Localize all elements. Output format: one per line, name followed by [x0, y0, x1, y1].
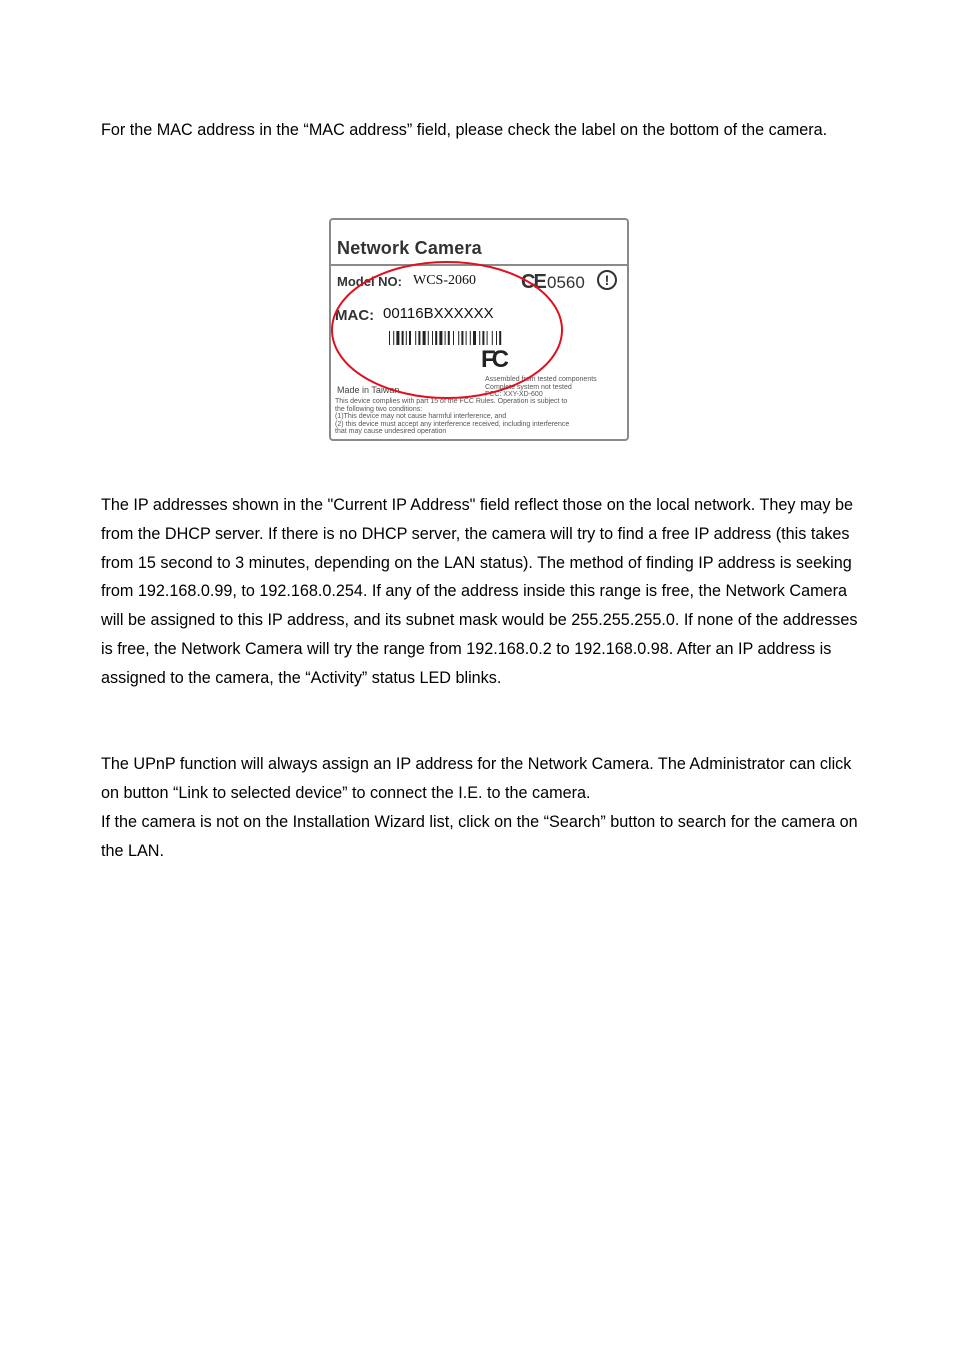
mac-label: MAC: — [335, 307, 375, 324]
model-label: Model NO: — [337, 274, 402, 289]
ce-mark-icon: CE — [521, 271, 545, 293]
label-divider — [331, 264, 627, 266]
fcc-mark-icon: FC — [481, 346, 505, 373]
assembled-notice — [485, 376, 597, 399]
assembled-line: Complete system not tested — [485, 383, 572, 391]
search-info-paragraph: If the camera is not on the Installation Wizard list, click on the “Search” button to search for the camera on the LAN. — [101, 813, 858, 860]
mac-value: 00116BXXXXXX — [383, 305, 494, 322]
label-title: Network Camera — [337, 238, 482, 258]
compliance-line: the following two conditions: — [335, 405, 423, 413]
compliance-line: (1)This device may not cause harmful interference, and — [335, 413, 507, 420]
assembled-line: FCC: XXY-XD-600 — [485, 391, 543, 398]
ip-info-paragraph: The IP addresses shown in the "Current IP Address" field reflect those on the local network. They may be from the DHCP server. If there is no DHCP server, the camera will try to find a free IP address (this takes from 15 second to 3 minutes, depending on the LAN status). The method of finding IP address is seeking from 192.168.0.99, to 192.168.0.254. If any of the address inside this range is free, the Network Camera will be assigned to this IP address, and its subnet mask would be 255.255.255.0. If none of the addresses is free, the Network Camera will try the range from 192.168.0.2 to 192.168.0.98. After an IP address is assigned to the camera, the “Activity” status LED blinks. — [101, 496, 858, 687]
model-value: WCS-2060 — [413, 273, 476, 288]
assembled-line: Assembled from tested components — [485, 376, 597, 383]
compliance-line: that may cause undesired operation — [335, 428, 447, 435]
made-in-text: Made in Taiwan — [337, 385, 400, 395]
mac-intro-paragraph: For the MAC address in the “MAC address” field, please check the label on the bottom of the camera. — [101, 121, 828, 139]
ce-number: 0560 — [547, 273, 585, 292]
compliance-notice — [335, 398, 569, 436]
compliance-line: (2) this device must accept any interference received, including interference — [335, 420, 570, 428]
compliance-line: This device complies with part 15 of the FCC Rules. Operation is subject to — [335, 398, 568, 405]
upnp-info-paragraph: The UPnP function will always assign an IP address for the Network Camera. The Administrator can click on button “Link to selected device” to connect the I.E. to the camera. — [101, 755, 852, 802]
alert-circle-icon: ! — [597, 270, 617, 290]
barcode-icon — [389, 331, 531, 345]
camera-label-image — [329, 218, 629, 441]
